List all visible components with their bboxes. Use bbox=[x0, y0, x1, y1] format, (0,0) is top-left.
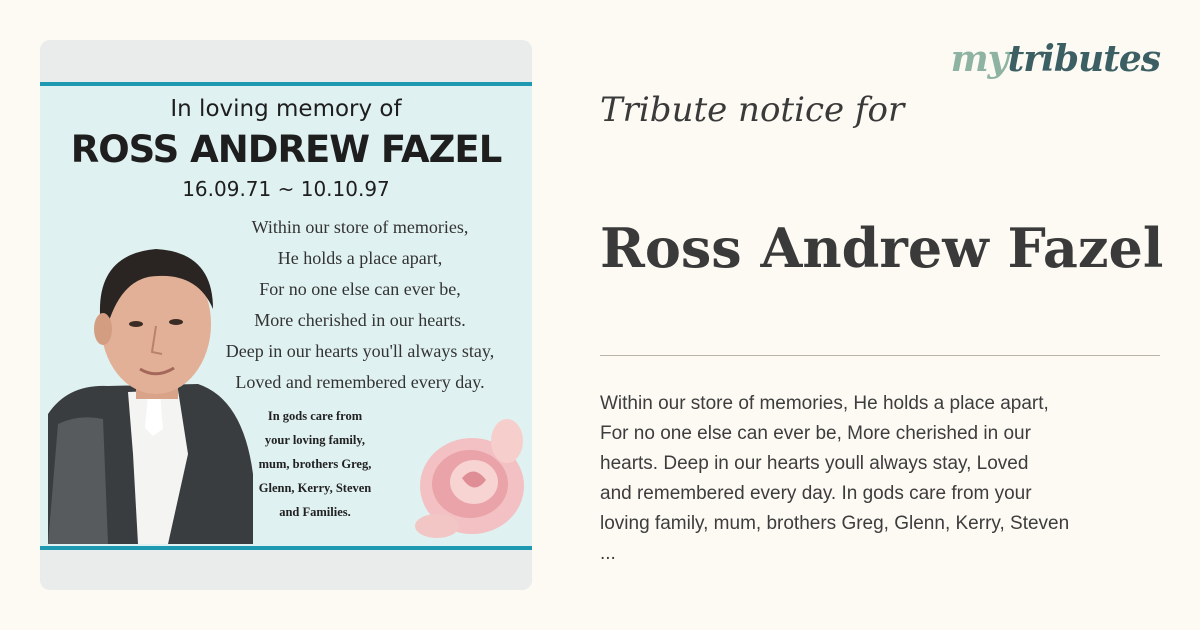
page-kicker: Tribute notice for bbox=[600, 90, 905, 130]
family-line: mum, brothers Greg, bbox=[258, 457, 372, 471]
verse-line: Within our store of memories, bbox=[251, 217, 469, 237]
notice-family bbox=[240, 404, 390, 524]
rose-icon bbox=[412, 416, 530, 546]
family-line: and Families. bbox=[279, 505, 351, 519]
family-line: Glenn, Kerry, Steven bbox=[258, 481, 372, 495]
family-line: In gods care from bbox=[267, 409, 363, 423]
notice-verse bbox=[205, 212, 515, 398]
logo-part-my: my bbox=[950, 38, 1008, 80]
logo-part-tributes: tributes bbox=[1007, 38, 1160, 80]
verse-line: Loved and remembered every day. bbox=[235, 372, 485, 392]
page-title: Ross Andrew Fazel bbox=[600, 216, 1164, 280]
verse-line: Deep in our hearts you'll always stay, bbox=[225, 341, 495, 361]
notice-heading: In loving memory of bbox=[170, 96, 402, 122]
verse-line: More cherished in our hearts. bbox=[254, 310, 466, 330]
verse-line: For no one else can ever be, bbox=[259, 279, 461, 299]
family-line: your loving family, bbox=[264, 433, 366, 447]
notice-panel bbox=[40, 82, 532, 550]
notice-dates: 16.09.71 ~ 10.10.97 bbox=[182, 177, 390, 201]
notice-image bbox=[40, 40, 532, 590]
mytributes-logo[interactable] bbox=[951, 38, 1160, 80]
notice-name: ROSS ANDREW FAZEL bbox=[70, 128, 502, 171]
tribute-excerpt: Within our store of memories, He holds a place apart, For no one else can ever be, More cherished in our hearts. Deep in our hearts youll always stay, Loved and remembered every day. In gods care from your loving family, mum, brothers Greg, Glenn, Kerry, Steven ... bbox=[600, 393, 1070, 564]
verse-line: He holds a place apart, bbox=[277, 248, 443, 268]
divider bbox=[600, 355, 1160, 356]
